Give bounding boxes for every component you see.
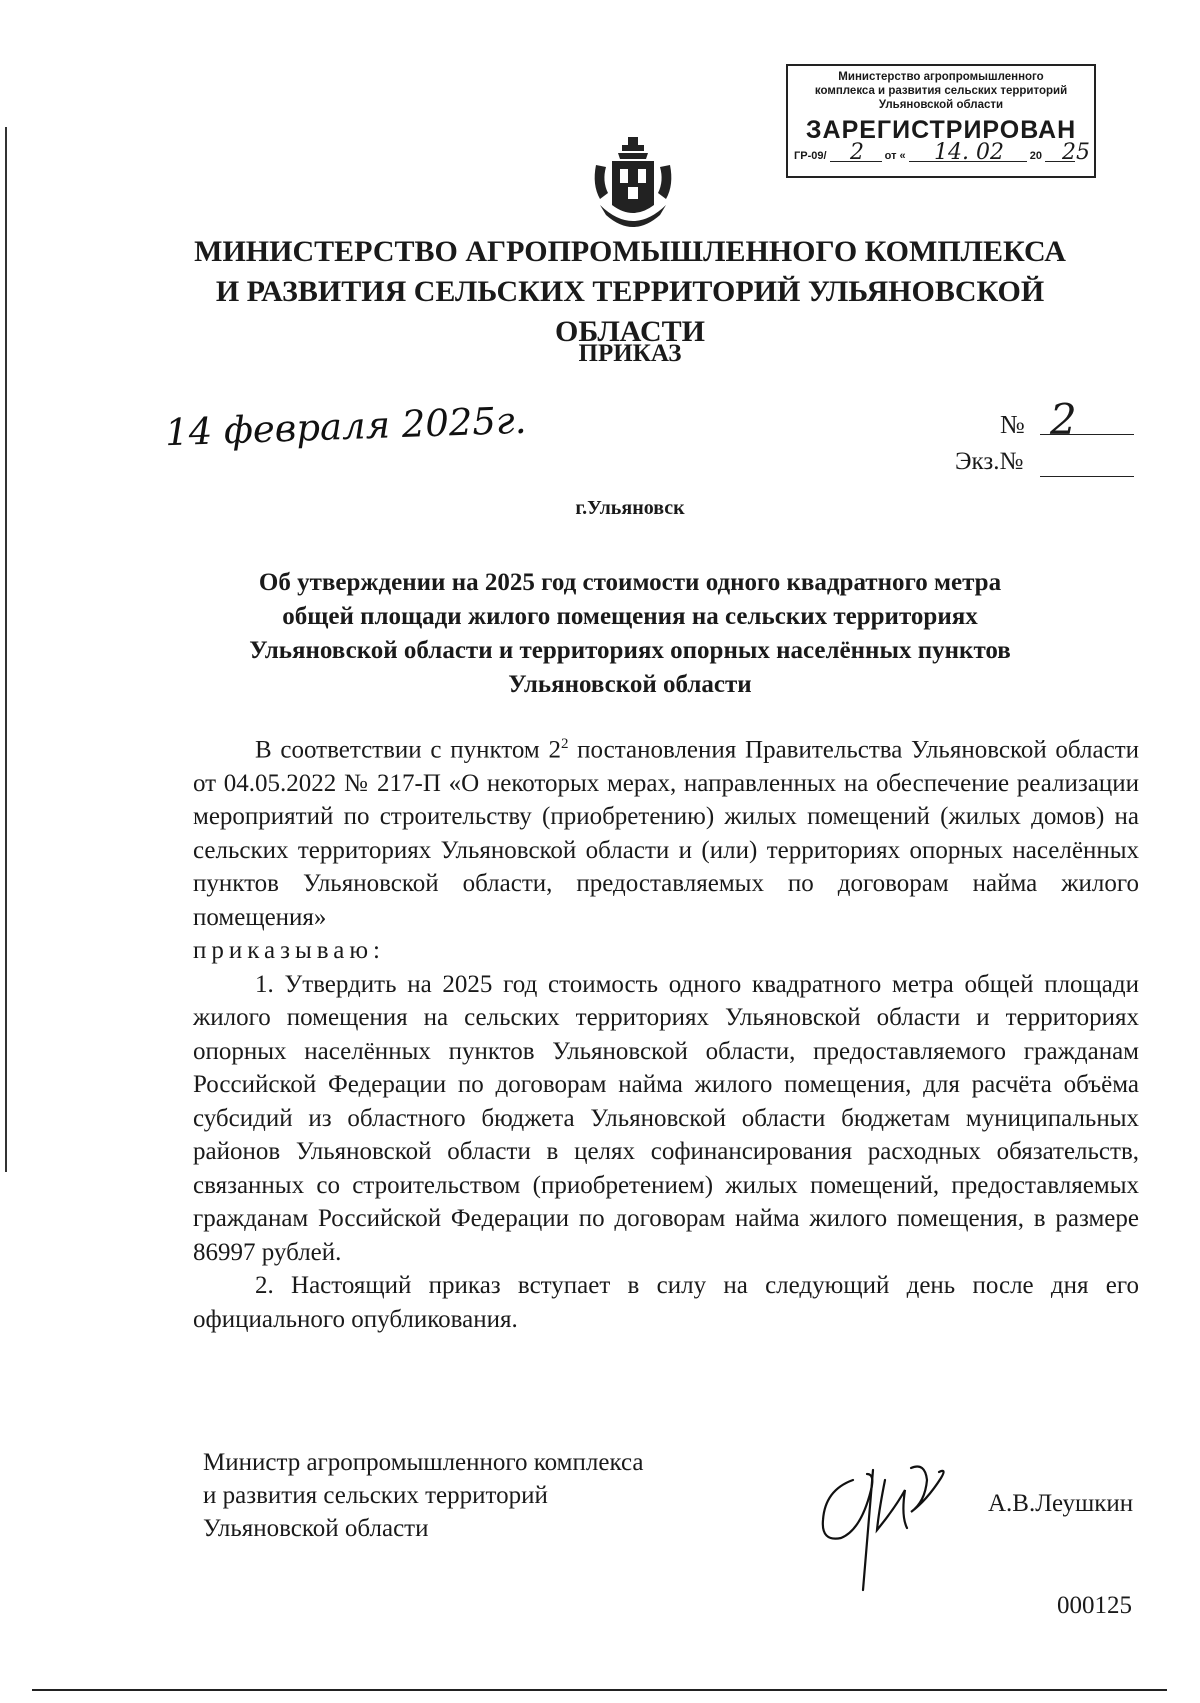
number-label: № [1000,410,1025,439]
signatory-position [203,1446,643,1545]
handwritten-signature-icon [815,1450,965,1595]
number-underline [1040,434,1134,435]
stamp-reg-row [794,140,1090,172]
ministry-heading-line2: И РАЗВИТИЯ СЕЛЬСКИХ ТЕРРИТОРИЙ УЛЬЯНОВСКОЙ ОБЛАСТИ [215,275,1045,348]
stamp-reg-from: от « [884,150,906,162]
copy-number-underline [1040,476,1134,477]
stamp-reg-year: 25 [1062,140,1090,165]
subject-line2: общей площади жилого помещения на сельских территориях [282,603,978,630]
doc-type-title: ПРИКАЗ [578,340,682,367]
order-item-2: 2. Настоящий приказ вступает в силу на следующий день после дня его официального опубликования. [193,1272,1139,1333]
stamp-org-line2: комплекса и развития сельских территорий [814,85,1068,97]
preamble-paragraph [193,728,1139,934]
subject-line3: Ульяновской области и территориях опорных населённых пунктов [249,637,1011,664]
stamp-title: ЗАРЕГИСТРИРОВАН [805,116,1077,144]
stamp-reg-day-month: 14. 02 [934,140,1004,165]
bottom-scan-edge [32,1689,1167,1691]
subject-line1: Об утверждении на 2025 год стоимости одного квадратного метра [258,569,1002,596]
subject-line4: Ульяновской области [508,671,752,698]
handwritten-date: 14 февраля 2025г. [164,398,528,455]
preamble-superscript: 2 [560,736,569,752]
left-scan-edge [5,127,7,1172]
order-body [193,728,1139,1336]
stamp-org-line1: Министерство агропромышленного [838,71,1044,83]
position-line2: и развития сельских территорий [203,1482,548,1509]
position-line1: Министр агропромышленного комплекса [203,1449,644,1476]
city-line: г.Ульяновск [575,497,685,519]
stamp-reg-prefix: ГР-09/ [794,150,827,162]
ministry-heading [150,232,1110,352]
stamp-reg-number: 2 [850,140,864,165]
order-item-1: 1. Утвердить на 2025 год стоимость одного квадратного метра общей площади жилого помещения на сельских территориях Ульяновской области и территориях опорных населённых пунктов Ульяновской области, предоставляемого гражданам Российской Федерации по договорам найма жилого помещения, для расчёта объёма субсидий из областного бюджета Ульяновской области бюджетам муниципальных районов Ульяновской области в целях софинансирования расходных обязательств, связанных со строительством (приобретением) жилых помещений, предоставляемых гражданам Российской Федерации по договорам найма жилого помещения, в размере 86997 рублей. [193,970,1139,1266]
order-subject [180,566,1080,702]
preamble-rest: постановления Правительства Ульяновской области от 04.05.2022 № 217-П «О некоторых мерах, направленных на обеспечение реализации мероприятий по строительству (приобретению) жилых помещений (жилых домов) на сельских территориях Ульяновской области и (или) территориях опорных населённых пунктов Ульяновской области, предоставляемых по договорам найма жилого помещения» [193,736,1139,931]
order-word: приказываю: [193,937,385,965]
ministry-heading-line1: МИНИСТЕРСТВО АГРОПРОМЫШЛЕННОГО КОМПЛЕКСА [194,235,1066,268]
position-line3: Ульяновской области [203,1515,429,1542]
copy-number-label: Экз.№ [955,448,1024,475]
coat-of-arms-icon [590,135,676,239]
stamp-org-line3: Ульяновской области [878,99,1004,111]
signatory-name: А.В.Леушкин [988,1490,1134,1517]
preamble-start: В соответствии с пунктом 2 [255,736,561,764]
document-serial-number: 000125 [1057,1592,1132,1619]
registration-stamp [786,64,1096,178]
handwritten-number: 2 [1050,395,1077,444]
stamp-reg-year-prefix: 20 [1029,150,1043,162]
